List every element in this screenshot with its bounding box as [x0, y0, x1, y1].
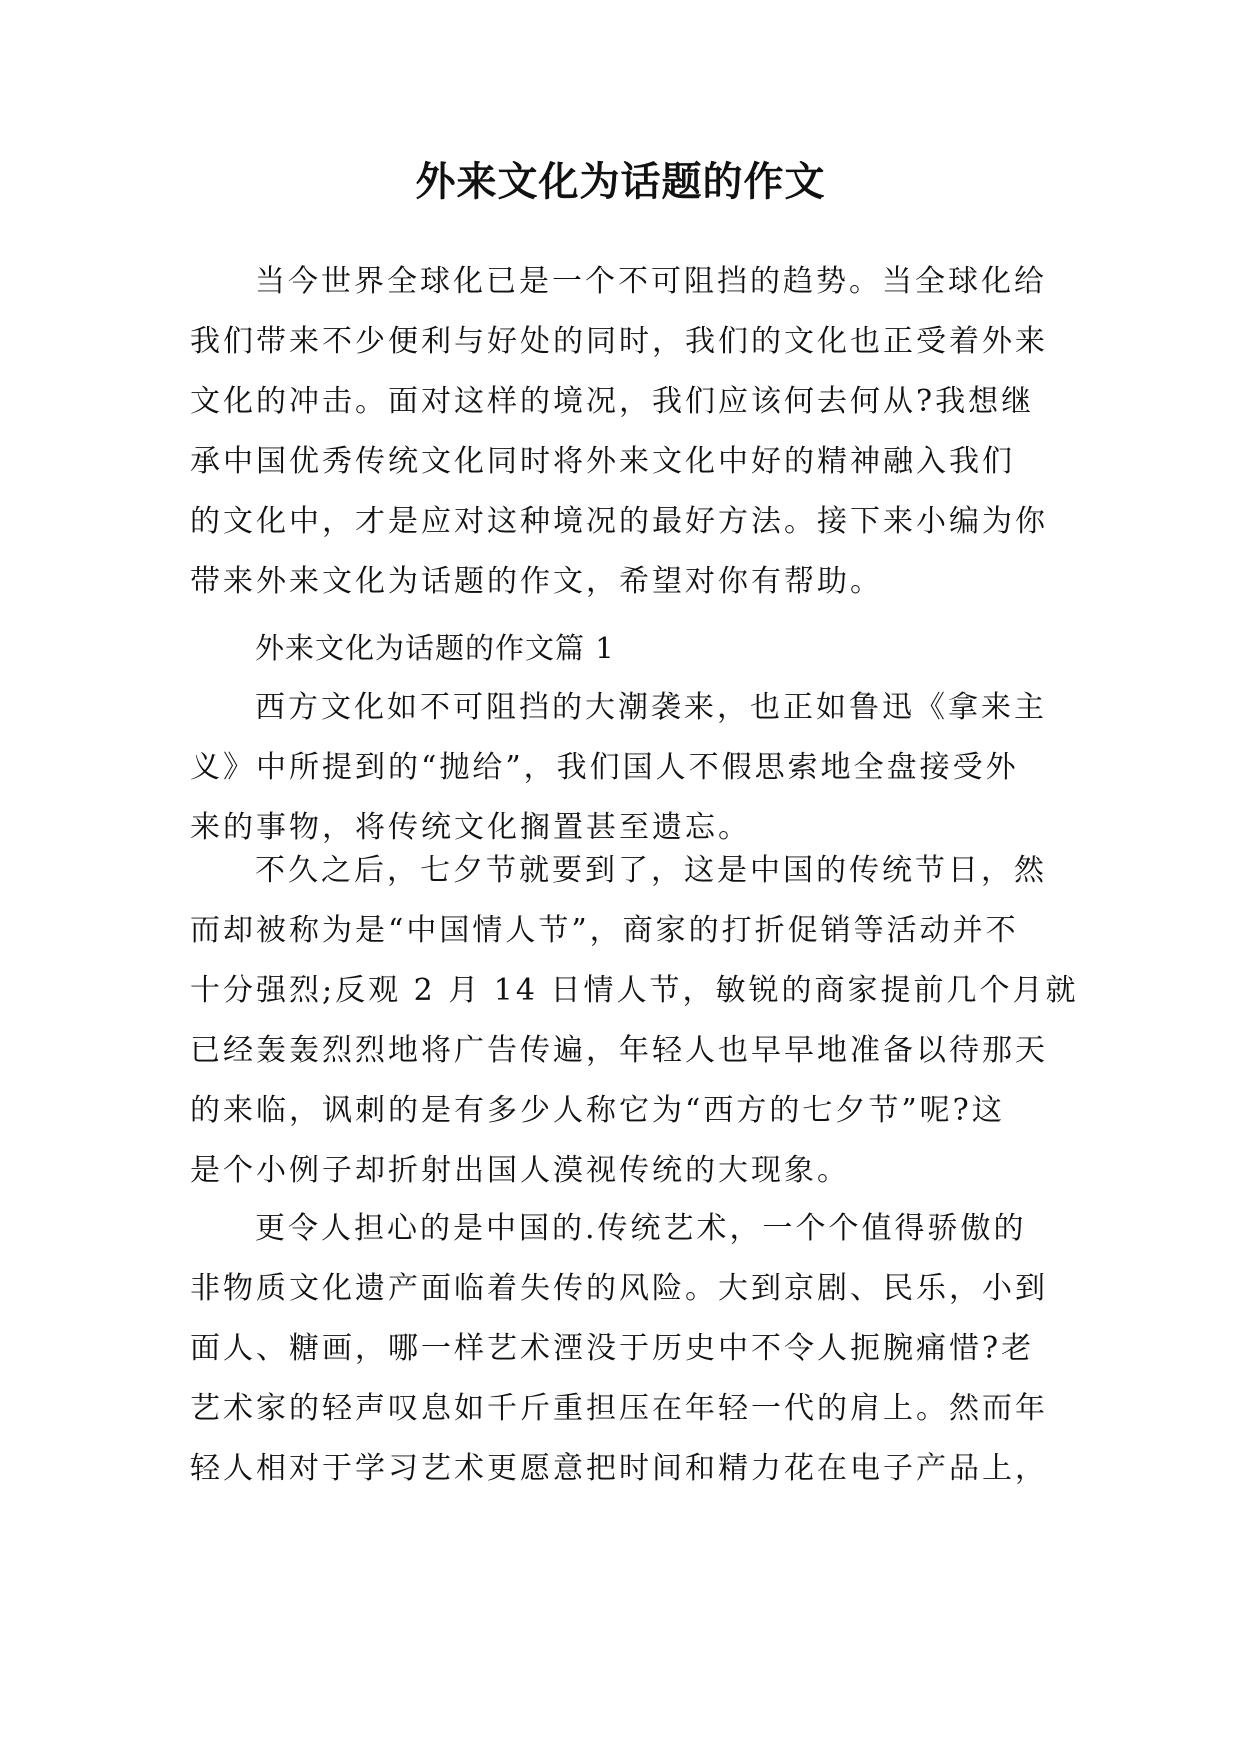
paragraph-line: 非物质文化遗产面临着失传的风险。大到京剧、民乐，小到: [190, 1271, 1048, 1306]
paragraph-line: 我们带来不少便利与好处的同时，我们的文化也正受着外来: [190, 324, 1048, 359]
body-paragraph-1: [190, 678, 1070, 858]
body-paragraph-3: [190, 1199, 1070, 1499]
paragraph-line: 面人、糖画，哪一样艺术湮没于历史中不令人扼腕痛惜?老: [190, 1331, 1035, 1366]
paragraph-line: 而却被称为是“中国情人节”，商家的打折促销等活动并不: [190, 913, 1019, 948]
paragraph-line: 的文化中，才是应对这种境况的最好方法。接下来小编为你: [190, 504, 1048, 539]
paragraph-line: 不久之后，七夕节就要到了，这是中国的传统节日，然: [255, 853, 1047, 888]
paragraph-line: 当今世界全球化已是一个不可阻挡的趋势。当全球化给: [255, 264, 1047, 299]
paragraph-line: 带来外来文化为话题的作文，希望对你有帮助。: [190, 564, 883, 599]
paragraph-line: 更令人担心的是中国的.传统艺术，一个个值得骄傲的: [255, 1211, 1027, 1246]
paragraph-line: 艺术家的轻声叹息如千斤重担压在年轻一代的肩上。然而年: [190, 1391, 1048, 1426]
body-paragraph-2: [190, 841, 1079, 1201]
paragraph-line: 文化的冲击。面对这样的境况，我们应该何去何从?我想继: [190, 384, 1035, 419]
paragraph-line: 已经轰轰烈烈地将广告传遍，年轻人也早早地准备以待那天: [190, 1033, 1048, 1068]
paragraph-line: 轻人相对于学习艺术更愿意把时间和精力花在电子产品上，: [190, 1451, 1048, 1486]
paragraph-line: 来的事物，将传统文化搁置甚至遗忘。: [190, 810, 751, 845]
paragraph-line: 的来临，讽刺的是有多少人称它为“西方的七夕节”呢?这: [190, 1093, 1005, 1128]
paragraph-line: 西方文化如不可阻挡的大潮袭来，也正如鲁迅《拿来主: [255, 690, 1047, 725]
section-heading: 外来文化为话题的作文篇 1: [255, 631, 615, 665]
paragraph-line: 义》中所提到的“抛给”，我们国人不假思索地全盘接受外: [190, 750, 1019, 785]
document-title: 外来文化为话题的作文: [415, 158, 826, 205]
section-heading-block: [190, 618, 1070, 678]
paragraph-line: 是个小例子却折射出国人漠视传统的大现象。: [190, 1153, 850, 1188]
paragraph-line: 承中国优秀传统文化同时将外来文化中好的精神融入我们: [190, 444, 1015, 479]
intro-paragraph: [190, 252, 1070, 612]
paragraph-line: 十分强烈;反观 2 月 14 日情人节，敏锐的商家提前几个月就: [190, 973, 1079, 1008]
